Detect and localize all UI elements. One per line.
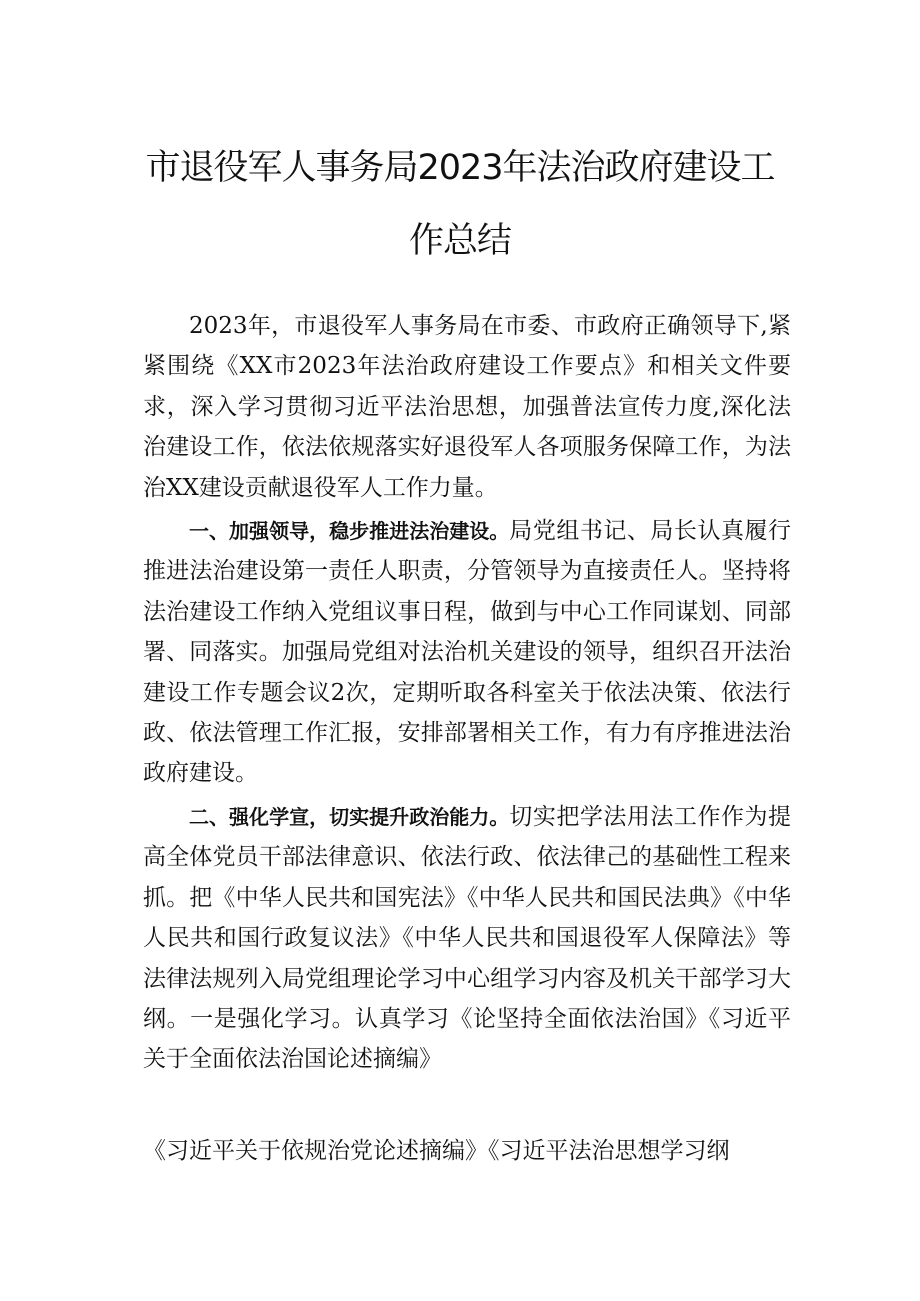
section-heading: 一、加强领导，稳步推进法治建设。 (189, 519, 510, 544)
paragraph-section-2 (143, 797, 791, 1080)
paragraph-text: 切实把学法用法工作作为提高全体党员干部法律意识、依法行政、依法律己的基础性工程来抓。把《中华人民共和国宪法》《中华人民共和国民法典》《中华人民共和国行政复议法》《中华人民共和国退役军人保障法》等法律法规列入局党组理论学习中心组学习内容及机关干部学习大纲。一是强化学习。认真学习《论坚持全面依法治国》《习近平关于全面依法治国论述摘编》 (143, 803, 792, 1073)
document-title-line-1: 市退役军人事务局2023年法治政府建设工 (145, 148, 775, 188)
section-heading: 二、强化学宣，切实提升政治能力。 (189, 804, 510, 829)
document-body (143, 306, 791, 1080)
paragraph-section-1 (143, 511, 791, 794)
paragraph-intro (143, 306, 791, 508)
paragraph-continuation: 《习近平关于依规治党论述摘编》《习近平法治思想学习纲 (143, 1138, 730, 1164)
paragraph-text: 局党组书记、局长认真履行推进法治建设第一责任人职责，分管领导为直接责任人。坚持将法治建设工作纳入党组议事日程，做到与中心工作同谋划、同部署、同落实。加强局党组对法治机关建设的领导，组织召开法治建设工作专题会议2次，定期听取各科室关于依法决策、依法行政、依法管理工作汇报，安排部署相关工作，有力有序推进法治政府建设。 (143, 518, 792, 787)
paragraph-text: 2023年，市退役军人事务局在市委、市政府正确领导下,紧紧围绕《XX市2023年法治政府建设工作要点》和相关文件要求，深入学习贯彻习近平法治思想，加强普法宣传力度,深化法治建设工作，依法依规落实好退役军人各项服务保障工作，为法治XX建设贡献退役军人工作力量。 (143, 313, 791, 501)
document-title-line-2: 作总结 (408, 221, 511, 261)
